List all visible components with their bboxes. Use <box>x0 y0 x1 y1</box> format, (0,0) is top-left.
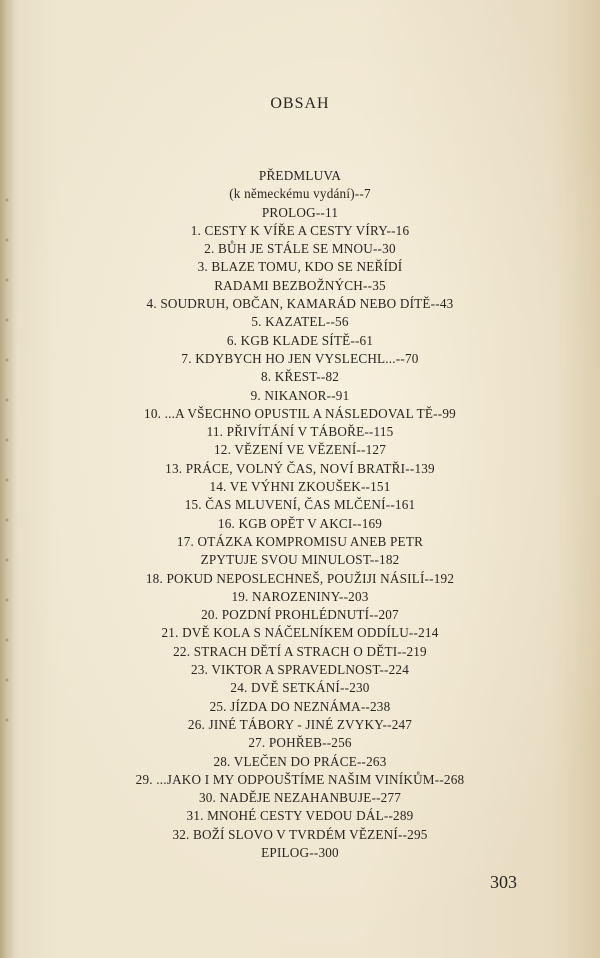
toc-entry: 1. CESTY K VÍŘE A CESTY VÍRY--16 <box>190 222 410 238</box>
toc-entry: 7. KDYBYCH HO JEN VYSLECHL...--70 <box>181 350 419 366</box>
toc-entry: 14. VE VÝHNI ZKOUŠEK--151 <box>209 479 391 495</box>
toc-entry: 4. SOUDRUH, OBČAN, KAMARÁD NEBO DÍTĚ--43 <box>146 296 454 312</box>
toc-entry: 24. DVĚ SETKÁNÍ--230 <box>230 680 370 696</box>
page-number: 303 <box>490 872 517 892</box>
toc-entry: 25. JÍZDA DO NEZNÁMA--238 <box>209 698 391 714</box>
toc-entry: (k německému vydání)--7 <box>229 186 371 202</box>
toc-entry: RADAMI BEZBOŽNÝCH--35 <box>214 277 386 293</box>
toc-entry: 8. KŘEST--82 <box>260 369 340 385</box>
toc-entry: 3. BLAZE TOMU, KDO SE NEŘÍDÍ <box>197 259 403 275</box>
toc-entry: 26. JINÉ TÁBORY - JINÉ ZVYKY--247 <box>187 716 413 732</box>
toc-entry: 23. VIKTOR A SPRAVEDLNOST--224 <box>190 662 409 678</box>
toc-entry: 11. PŘIVÍTÁNÍ V TÁBOŘE--115 <box>206 424 394 440</box>
toc-entry: EPILOG--300 <box>261 844 339 860</box>
table-of-contents <box>0 167 600 862</box>
toc-entry: 17. OTÁZKA KOMPROMISU ANEB PETR <box>176 533 424 549</box>
toc-entry: 19. NAROZENINY--203 <box>231 588 369 604</box>
toc-entry: 27. POHŘEB--256 <box>248 735 352 751</box>
toc-entry: 31. MNOHÉ CESTY VEDOU DÁL--289 <box>186 808 414 824</box>
toc-entry: PŘEDMLUVA <box>258 168 342 183</box>
toc-entry: 20. POZDNÍ PROHLÉDNUTÍ--207 <box>201 607 399 623</box>
toc-entry: 30. NADĚJE NEZAHANBUJE--277 <box>198 790 402 806</box>
toc-entry: ZPYTUJE SVOU MINULOST--182 <box>200 552 400 568</box>
toc-entry: 22. STRACH DĚTÍ A STRACH O DĚTI--219 <box>173 643 427 659</box>
toc-entry: 18. POKUD NEPOSLECHNEŠ, POUŽIJI NÁSILÍ--192 <box>145 570 455 586</box>
toc-entry: 16. KGB OPĚT V AKCI--169 <box>217 515 383 531</box>
toc-entry: 6. KGB KLADE SÍTĚ--61 <box>226 332 374 348</box>
toc-entry: 5. KAZATEL--56 <box>251 314 349 330</box>
toc-entry: 32. BOŽÍ SLOVO V TVRDÉM VĚZENÍ--295 <box>172 826 428 842</box>
toc-entry: 9. NIKANOR--91 <box>250 387 350 403</box>
toc-entry: 21. DVĚ KOLA S NÁČELNÍKEM ODDÍLU--214 <box>161 625 439 641</box>
toc-entry: 12. VĚZENÍ VE VĚZENÍ--127 <box>213 442 386 458</box>
toc-entry: 13. PRÁCE, VOLNÝ ČAS, NOVÍ BRATŘI--139 <box>165 460 435 476</box>
toc-entry: 28. VLEČEN DO PRÁCE--263 <box>213 753 387 769</box>
toc-entry: 10. ...A VŠECHNO OPUSTIL A NÁSLEDOVAL TĚ--99 <box>144 405 456 421</box>
toc-entry: 15. ČAS MLUVENÍ, ČAS MLČENÍ--161 <box>184 497 416 513</box>
page-title: OBSAH <box>270 95 330 112</box>
toc-entry: PROLOG--11 <box>261 204 339 220</box>
toc-entry: 2. BŮH JE STÁLE SE MNOU--30 <box>204 241 396 257</box>
toc-entry: 29. ...JAKO I MY ODPOUŠTÍME NAŠIM VINÍKŮM--268 <box>135 771 465 787</box>
